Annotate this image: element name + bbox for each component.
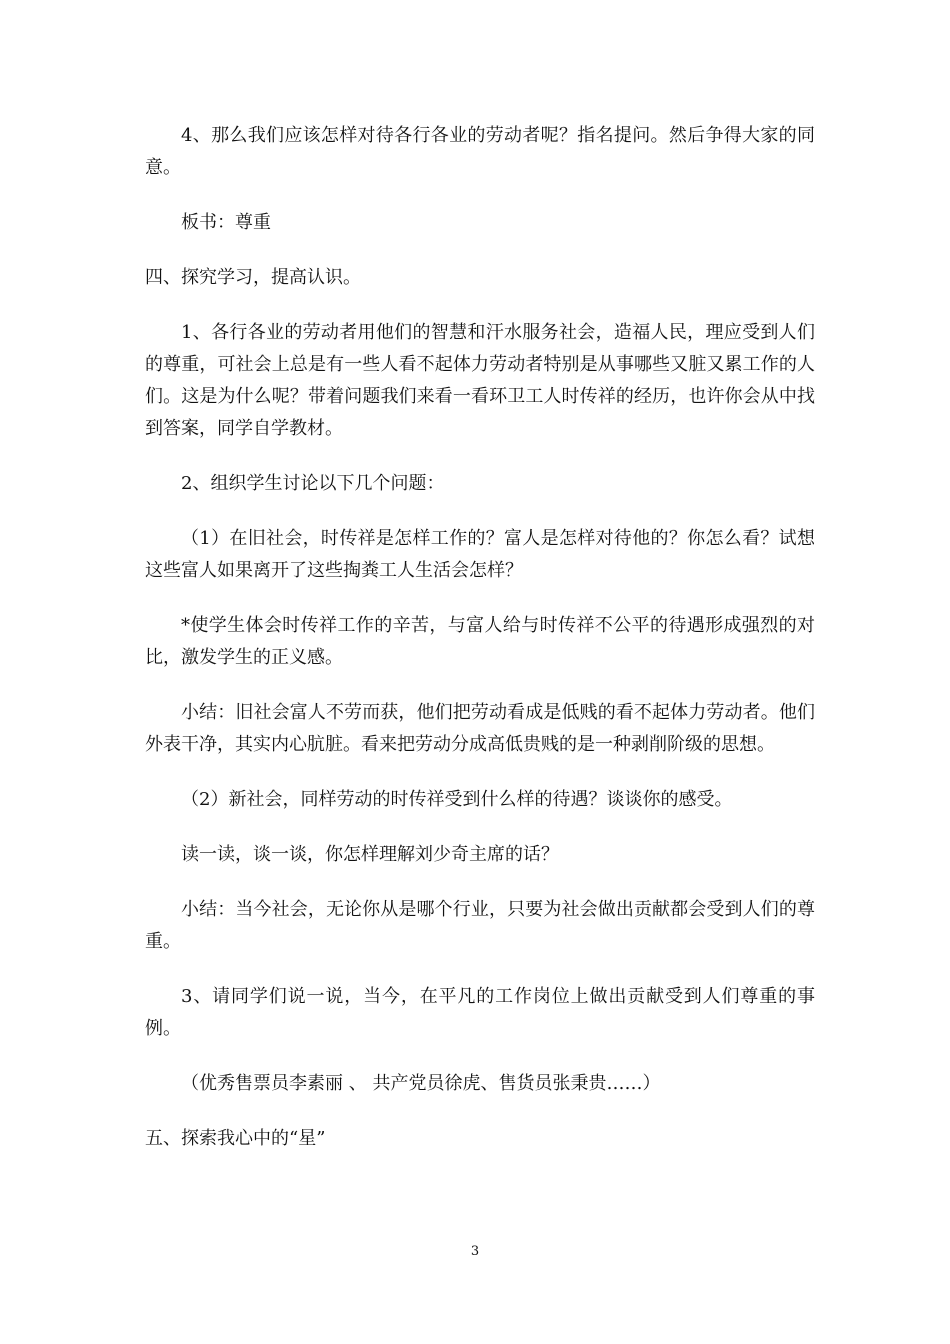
paragraph-blackboard: 板书：尊重: [181, 212, 271, 233]
paragraph-question-new-society: （2）新社会，同样劳动的时传祥受到什么样的待遇？谈谈你的感受。: [181, 789, 733, 810]
document-body: [145, 120, 815, 1155]
paragraph-summary-old-society: 小结：旧社会富人不劳而获，他们把劳动看成是低贱的看不起体力劳动者。他们外表干净，其实内心肮脏。看来把劳动分成高低贵贱的是一种剥削阶级的思想。: [145, 702, 815, 755]
page-number: 3: [470, 1244, 480, 1259]
paragraph-note: *使学生体会时传祥工作的辛苦，与富人给与时传祥不公平的待遇形成强烈的对比，激发学生的正义感。: [145, 615, 815, 668]
paragraph-question-4: 4、那么我们应该怎样对待各行各业的劳动者呢？指名提问。然后争得大家的同意。: [145, 125, 815, 178]
paragraph-point-1: 1、各行各业的劳动者用他们的智慧和汗水服务社会，造福人民，理应受到人们的尊重，可社会上总是有一些人看不起体力劳动者特别是从事哪些又脏又累工作的人们。这是为什么呢？带着问题我们来看一看环卫工人时传祥的经历，也许你会从中找到答案，同学自学教材。: [145, 322, 815, 439]
paragraph-examples: （优秀售票员李素丽 、 共产党员徐虎、售货员张秉贵……）: [181, 1073, 661, 1094]
paragraph-question-old-society: （1）在旧社会，时传祥是怎样工作的？富人是怎样对待他的？你怎么看？试想这些富人如果离开了这些掏粪工人生活会怎样？: [145, 528, 815, 581]
paragraph-point-3: 3、请同学们说一说，当今，在平凡的工作岗位上做出贡献受到人们尊重的事例。: [145, 986, 815, 1039]
section-heading-4: 四、探究学习，提高认识。: [145, 267, 361, 288]
paragraph-read-discuss: 读一读，谈一谈，你怎样理解刘少奇主席的话？: [181, 844, 559, 865]
paragraph-point-2: 2、组织学生讨论以下几个问题：: [181, 473, 445, 494]
paragraph-summary-today: 小结：当今社会，无论你从是哪个行业，只要为社会做出贡献都会受到人们的尊重。: [145, 899, 815, 952]
section-heading-5: 五、探索我心中的“星”: [145, 1128, 326, 1149]
